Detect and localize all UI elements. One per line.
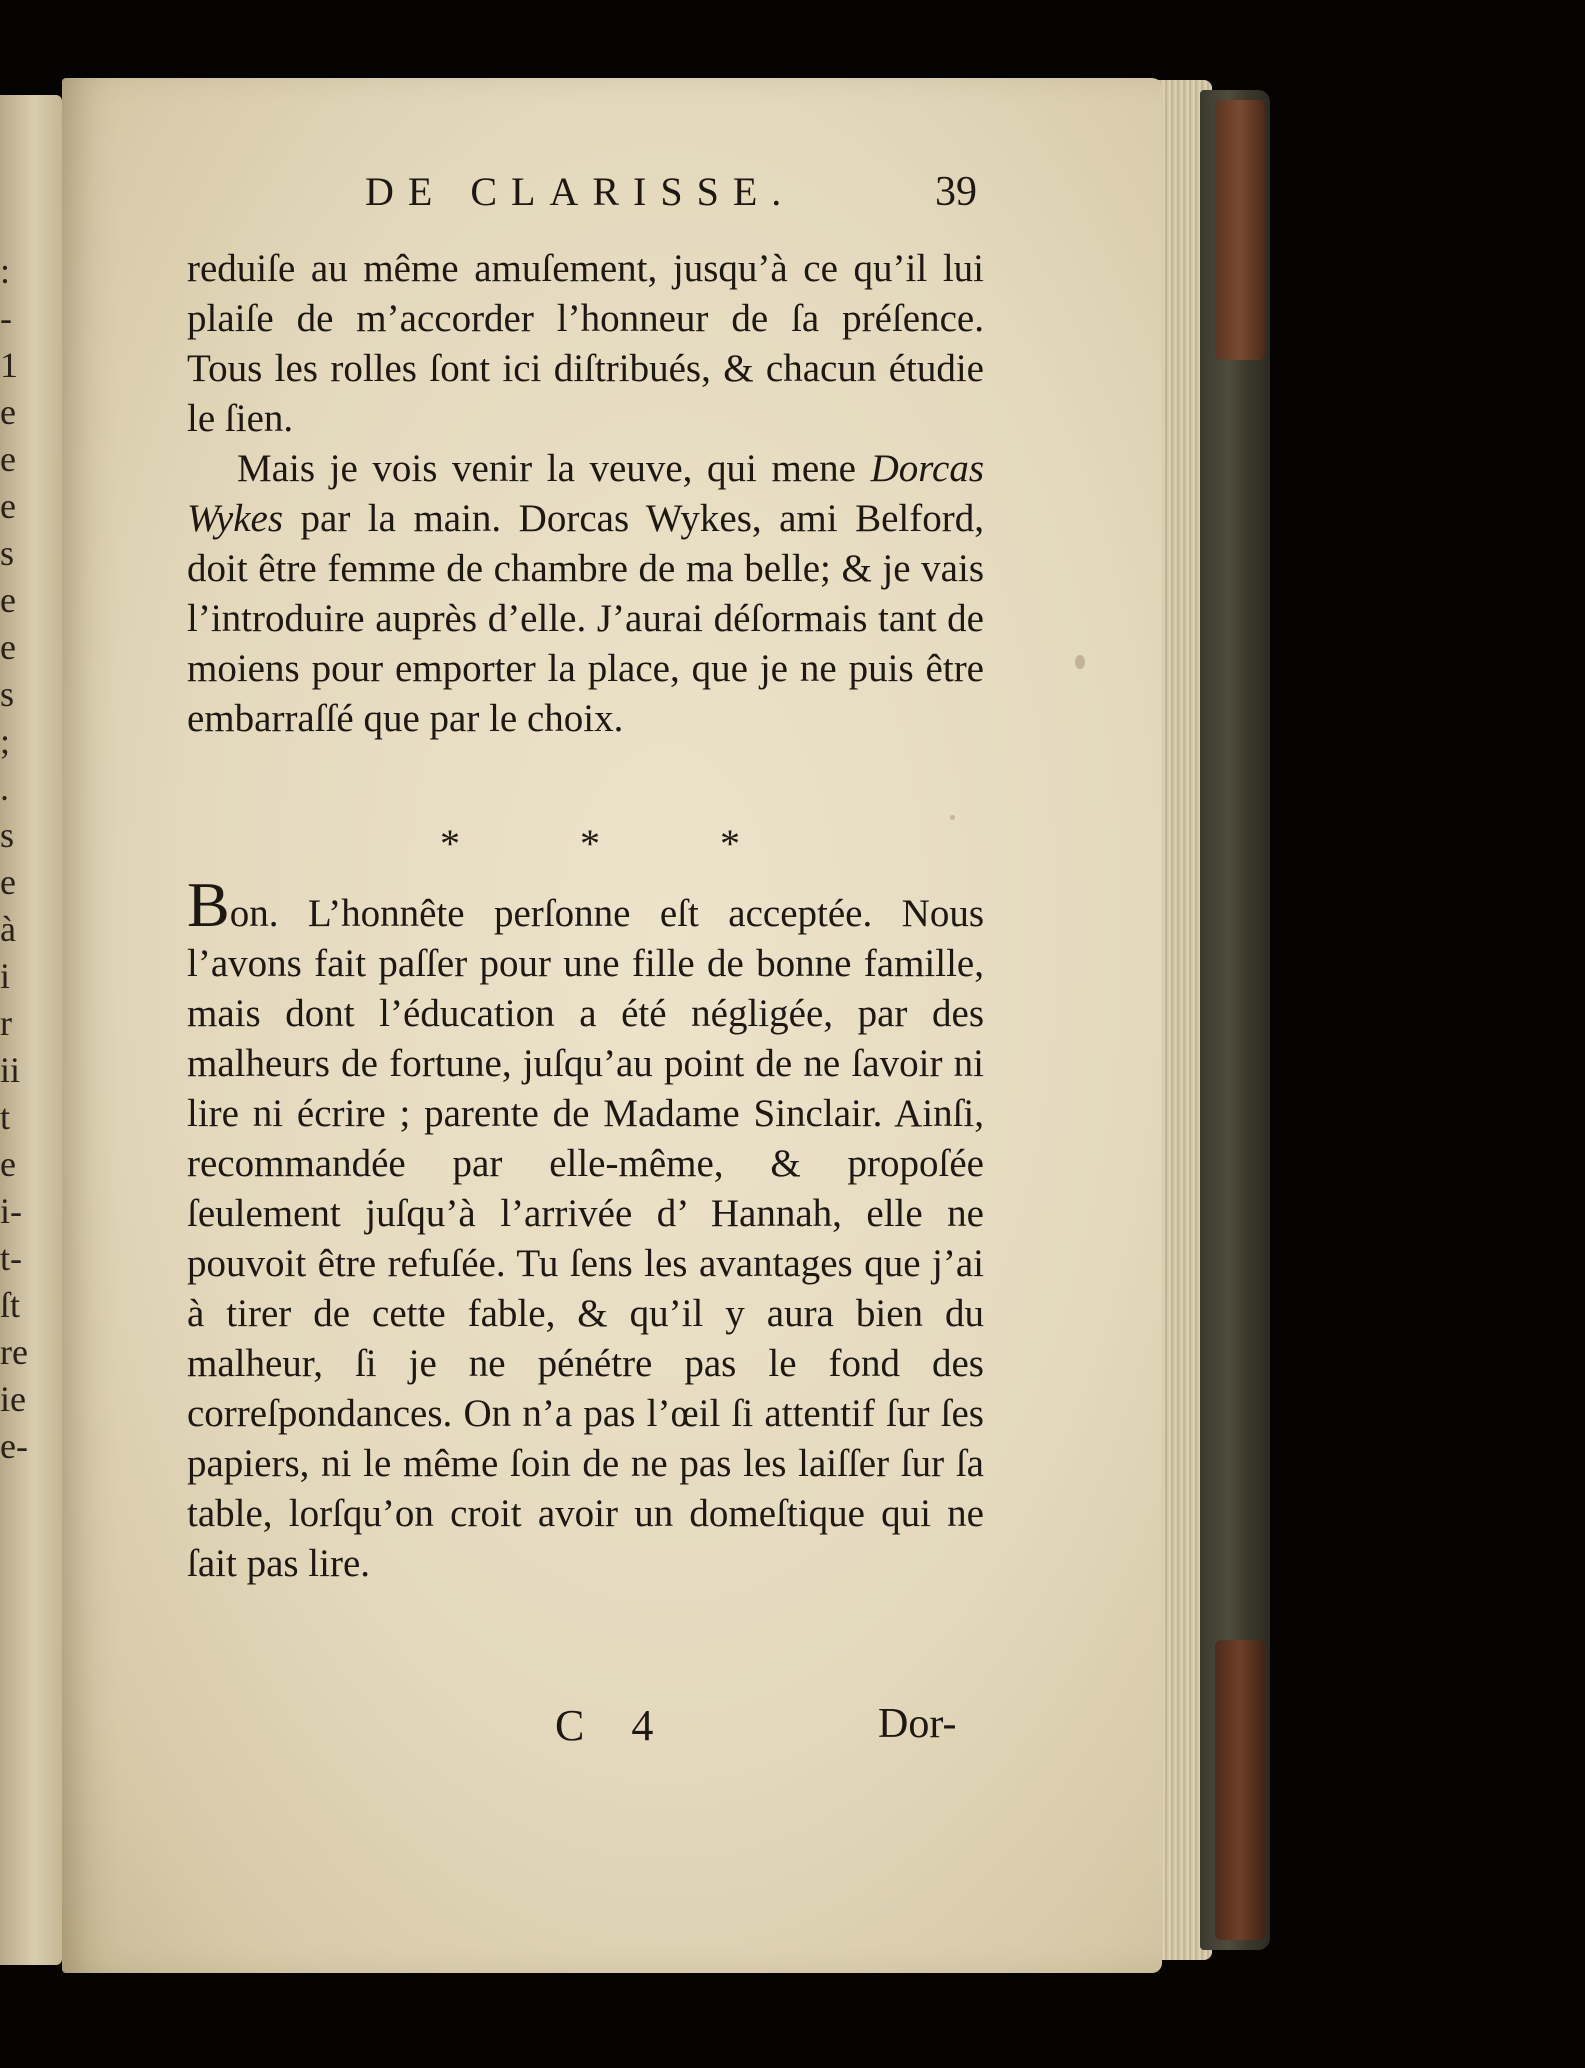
page-number: 39	[935, 169, 977, 215]
left-page-fragment: e	[0, 1144, 16, 1184]
foxing-spot	[950, 815, 955, 820]
left-page-fragment: e	[0, 627, 16, 667]
left-page-fragment: -	[0, 298, 12, 338]
left-page-fragment: e	[0, 486, 16, 526]
asterisk: *	[720, 821, 740, 866]
left-page-fragment: ;	[0, 721, 11, 761]
left-page-fragment: :	[0, 251, 11, 291]
asterisk: *	[440, 821, 460, 866]
paragraph-text: Mais je vois venir la veuve, qui mene	[237, 447, 871, 490]
left-page-fragment: i-	[0, 1191, 22, 1231]
asterisk: *	[580, 821, 600, 866]
signature-mark: C 4	[555, 1701, 672, 1750]
foxing-spot	[1075, 655, 1085, 669]
left-page-fragment: s	[0, 533, 15, 573]
left-page-fragment: r	[0, 1003, 12, 1043]
left-page-fragment: s	[0, 815, 15, 855]
paragraph-text: on. L’honnête perſonne eſt acceptée. Nous l’avons fait paſſer pour une fille de bonne famille, mais dont l’éducation a été négligée, par des malheurs de fortune, juſqu’au point de ne ſavoir ni lire ni écrire ; parente de Madame Sinclair. Ainſi, recommandée par elle-même, & propoſée ſeulement juſqu’à l’arrivée d’ Hannah, elle ne pouvoit être refuſée. Tu ſens les avantages que j’ai à tirer de cette fable, & qu’il y aura bien du malheur, ſi je ne pénétre pas le fond des correſpondances. On n’a pas l’œil ſi attentif ſur ſes papiers, ni le même ſoin de ne pas les laiſſer ſur ſa table, lorſqu’on croit avoir un domeſtique qui ne ſait pas lire.	[187, 892, 984, 1585]
left-page-fragment: à	[0, 909, 16, 949]
running-head: DE CLARISSE.	[365, 169, 796, 214]
left-page-fragment: 1	[0, 345, 18, 385]
paragraph	[187, 244, 984, 444]
left-page-fragment: e	[0, 439, 16, 479]
left-page-fragment: ſt	[0, 1285, 21, 1325]
catchword: Dor-	[878, 1701, 957, 1747]
drop-cap: B	[187, 869, 230, 940]
paragraph-text: reduiſe au même amuſement, jusqu’à ce qu’il lui plaiſe de m’accorder l’honneur de ſa préſence. Tous les rolles ſont ici diſtribués, & chacun étudie le ſien.	[187, 247, 984, 440]
left-page-fragment: t	[0, 1097, 11, 1137]
section-separator	[440, 820, 740, 867]
left-page-fragment: ie	[0, 1379, 26, 1419]
left-page-fragment: e	[0, 580, 16, 620]
left-page-fragment: ii	[0, 1050, 21, 1090]
text-block-top	[187, 244, 984, 744]
left-page-fragment: s	[0, 674, 15, 714]
cover-leather-top	[1215, 100, 1265, 360]
left-page-fragment: e-	[0, 1426, 28, 1466]
left-page-fragment: re	[0, 1332, 28, 1372]
left-page-fragment: .	[0, 768, 9, 808]
text-block-bottom	[187, 869, 984, 1589]
paragraph	[187, 869, 984, 1589]
paragraph	[187, 444, 984, 744]
left-page-fragment: i	[0, 956, 11, 996]
previous-page-edge	[0, 95, 62, 1965]
italic-name: Dorcas Wykes	[187, 447, 984, 540]
left-page-fragment: e	[0, 392, 16, 432]
left-page-fragment: e	[0, 862, 16, 902]
cover-leather-bottom	[1215, 1640, 1265, 1940]
left-page-fragment: t-	[0, 1238, 22, 1278]
paragraph-text: par la main. Dorcas Wykes, ami Belford, doit être femme de chambre de ma belle; & je vais l’introduire auprès d’elle. J’aurai déſormais tant de moiens pour emporter la place, que je ne puis être embarraſſé que par le choix.	[187, 497, 984, 740]
